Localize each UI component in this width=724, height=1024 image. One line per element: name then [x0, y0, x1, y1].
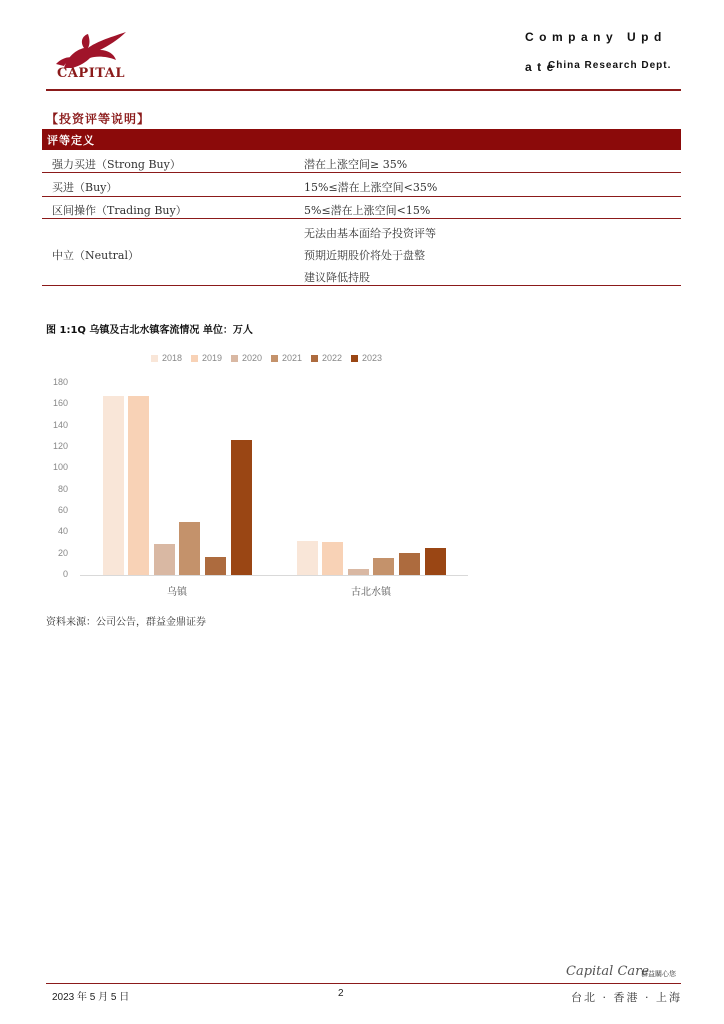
rating-name: 区间操作（Trading Buy）	[52, 204, 187, 217]
rating-table-header	[42, 129, 681, 150]
rating-definition: 潜在上涨空间≥ 35%	[304, 158, 408, 171]
rating-definition: 预期近期股价将处于盘整	[304, 249, 425, 262]
legend-label: 2021	[282, 353, 303, 363]
rating-definition: 无法由基本面给予投资评等	[304, 227, 436, 240]
x-axis-line	[80, 575, 468, 576]
bar-古北水镇-2018	[297, 541, 318, 575]
legend-label: 2020	[242, 353, 263, 363]
y-tick-label: 0	[62, 569, 68, 579]
legend-item-2020	[231, 353, 262, 363]
table-bottom-border	[42, 285, 681, 286]
legend-swatch	[351, 355, 358, 362]
header-divider	[46, 89, 681, 91]
legend-swatch	[311, 355, 318, 362]
figure-source: 资料来源：公司公告，群益金鼎证券	[46, 617, 206, 628]
legend-label: 2019	[202, 353, 223, 363]
bar-古北水镇-2021	[373, 558, 394, 575]
y-tick-label: 60	[57, 505, 68, 515]
bar-古北水镇-2023	[425, 548, 446, 575]
rating-definition: 建议降低持股	[304, 271, 370, 284]
table-row-divider	[42, 196, 681, 197]
legend-item-2022	[311, 353, 342, 363]
bar-古北水镇-2022	[399, 553, 420, 575]
y-tick-label: 120	[52, 441, 68, 451]
x-category-label: 古北水镇	[351, 587, 391, 598]
logo-wordmark: CAPITAL	[57, 66, 125, 81]
bar-古北水镇-2020	[348, 569, 369, 575]
legend-item-2021	[271, 353, 302, 363]
y-tick-label: 80	[57, 483, 68, 494]
figure-title: 图 1:1Q 乌镇及古北水镇客流情况 单位：万人	[46, 325, 253, 336]
bar-乌镇-2019	[128, 396, 149, 575]
footer-date: 2023 年 5 月 5 日	[52, 992, 130, 1003]
table-row-divider	[42, 172, 681, 173]
page-number: 2	[338, 988, 344, 999]
y-tick-label: 40	[57, 526, 68, 537]
table-row-divider	[42, 218, 681, 219]
y-tick-label: 100	[52, 462, 68, 473]
rating-name: 买进（Buy）	[52, 181, 118, 194]
legend-swatch	[271, 355, 278, 362]
bar-古北水镇-2019	[322, 542, 343, 575]
legend-label: 2018	[162, 353, 183, 363]
document-type: Company Update	[525, 30, 667, 74]
footer-brand: Capital Care	[566, 964, 650, 979]
rating-name: 强力买进（Strong Buy）	[52, 158, 181, 171]
rating-table-header-label: 评等定义	[47, 134, 95, 147]
legend-swatch	[151, 355, 158, 362]
legend-label: 2022	[322, 353, 343, 363]
bar-乌镇-2018	[103, 396, 124, 575]
footer-brand-cn: 群益關心您	[641, 970, 676, 978]
bar-乌镇-2021	[179, 522, 200, 575]
rating-definition: 15%≤潜在上涨空间<35%	[304, 181, 438, 194]
y-tick-label: 140	[52, 419, 68, 430]
bar-乌镇-2020	[154, 544, 175, 575]
legend-item-2023	[351, 353, 382, 363]
legend-label: 2023	[362, 353, 383, 363]
rating-name: 中立（Neutral）	[52, 249, 139, 262]
footer-divider	[46, 983, 681, 984]
y-tick-label: 180	[52, 377, 68, 387]
y-tick-label: 160	[52, 398, 68, 409]
department: China Research Dept.	[548, 60, 672, 71]
y-tick-label: 20	[57, 547, 68, 558]
bar-乌镇-2023	[231, 440, 252, 575]
footer-cities: 台北 · 香港 · 上海	[571, 991, 682, 1004]
legend-swatch	[231, 355, 238, 362]
x-category-label: 乌镇	[167, 587, 187, 598]
legend-swatch	[191, 355, 198, 362]
legend-item-2019	[191, 353, 222, 363]
bar-乌镇-2022	[205, 557, 226, 575]
legend-item-2018	[151, 353, 182, 363]
rating-section-title: 【投资评等说明】	[46, 112, 151, 126]
rating-definition: 5%≤潜在上涨空间<15%	[304, 204, 431, 217]
